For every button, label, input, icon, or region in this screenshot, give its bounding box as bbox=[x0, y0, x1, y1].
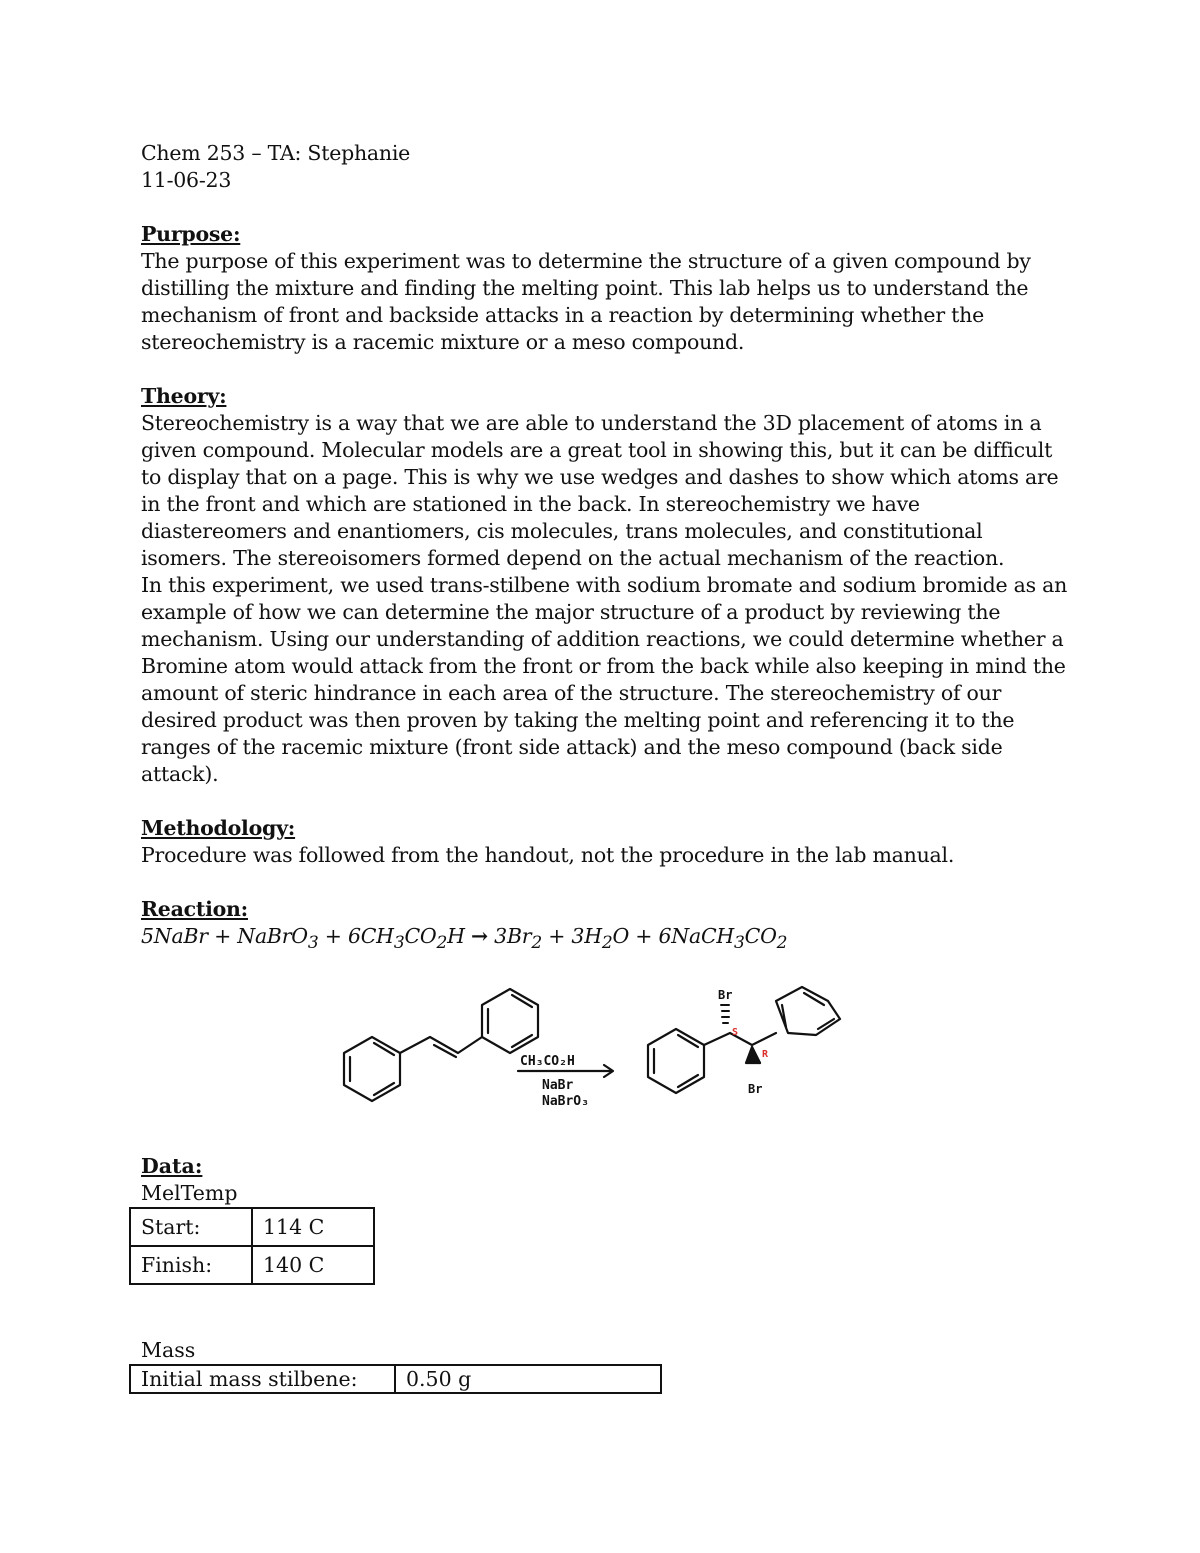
config-r-label: R bbox=[762, 1049, 769, 1060]
dash-bond bbox=[721, 1005, 729, 1023]
meltemp-table bbox=[129, 1207, 375, 1285]
theory-paragraph-2: In this experiment, we used trans-stilbene with sodium bromate and sodium bromide as an example of how we can determine the major structure of a product by reviewing the mechanism. Using our understanding of addition reactions, we could determine whether a Bromine atom would attack from the front or from the back while also keeping in mind the amount of steric hindrance in each area of the structure. The stereochemistry of our desired product was then proven by taking the melting point and referencing it to the ranges of the racemic mixture (front side attack) and the meso compound (back side attack). bbox=[141, 573, 1068, 786]
theory-paragraph-1: Stereochemistry is a way that we are able to understand the 3D placement of atoms in a given compound. Molecular models are a great tool in showing this, but it can be difficult to display that on a page. This is why we use wedges and dashes to show which atoms are in the front and which are stationed in the back. In stereochemistry we have diastereomers and enantiomers, cis molecules, trans molecules, and constitutional isomers. The stereoisomers formed depend on the actual mechanism of the reaction. bbox=[141, 411, 1059, 570]
stilbene-left-ring bbox=[344, 1037, 400, 1101]
reaction-equation: 5NaBr + NaBrO$_3$ + $6CH_3CO_2H \to 3Br_2 + 3H_2O$ + $6NaCH_3CO_2$ bbox=[141, 924, 788, 954]
reaction-scheme bbox=[330, 975, 860, 1115]
bromine-bottom-label: Br bbox=[748, 1082, 763, 1096]
meltemp-label: MelTemp bbox=[141, 1181, 238, 1205]
meltemp-finish-value: 140 C bbox=[252, 1246, 374, 1284]
initial-mass-value: 0.50 g bbox=[395, 1365, 661, 1393]
initial-mass-label: Initial mass stilbene: bbox=[130, 1365, 395, 1393]
document-body bbox=[141, 140, 1071, 957]
table-row bbox=[130, 1365, 661, 1393]
meltemp-start-value: 114 C bbox=[252, 1208, 374, 1246]
product-left-ring bbox=[648, 1029, 704, 1093]
stilbene-right-ring bbox=[482, 989, 538, 1053]
meltemp-finish-label: Finish: bbox=[130, 1246, 252, 1284]
stilbene-alkene bbox=[400, 1037, 482, 1053]
reaction-arrow-icon: → bbox=[470, 924, 488, 948]
table-row bbox=[130, 1208, 374, 1246]
report-date: 11-06-23 bbox=[141, 168, 232, 192]
theory-heading: Theory: bbox=[141, 384, 227, 408]
reagent-nabro3: NaBrO₃ bbox=[542, 1094, 589, 1109]
table-row bbox=[130, 1246, 374, 1284]
reaction-heading: Reaction: bbox=[141, 897, 248, 921]
bromine-top-label: Br bbox=[718, 988, 733, 1002]
mass-table bbox=[129, 1364, 662, 1394]
mass-label: Mass bbox=[141, 1338, 196, 1362]
purpose-heading: Purpose: bbox=[141, 222, 241, 246]
meltemp-start-label: Start: bbox=[130, 1208, 252, 1246]
reagent-acetic-acid: CH₃CO₂H bbox=[520, 1054, 575, 1069]
purpose-text: The purpose of this experiment was to determine the structure of a given compound by distilling the mixture and finding the melting point. This lab helps us to understand the mechanism of front and backside attacks in a reaction by determining whether the stereochemistry is a racemic mixture or a meso compound. bbox=[141, 249, 1031, 354]
methodology-text: Procedure was followed from the handout, not the procedure in the lab manual. bbox=[141, 843, 955, 867]
course-line: Chem 253 – TA: Stephanie bbox=[141, 141, 411, 165]
reagent-nabr: NaBr bbox=[542, 1078, 574, 1093]
data-heading: Data: bbox=[141, 1154, 203, 1178]
config-s-label: S bbox=[732, 1027, 739, 1038]
methodology-heading: Methodology: bbox=[141, 816, 296, 840]
